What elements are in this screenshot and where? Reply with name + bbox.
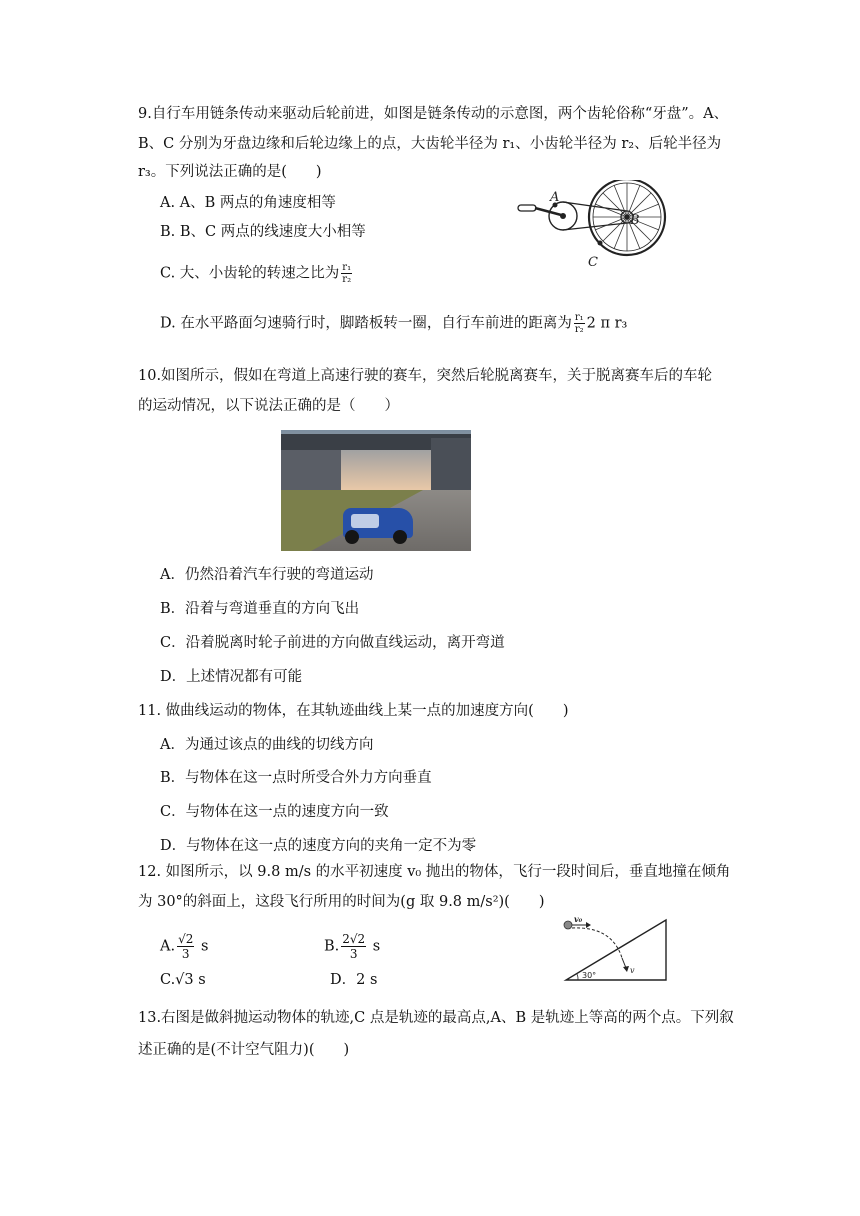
q9-option-c-text: C. 大、小齿轮的转速之比为 [160, 265, 340, 282]
race-car-photo [281, 430, 471, 551]
q10-option-d: D．上述情况都有可能 [160, 669, 303, 685]
q12-option-b-unit: s [372, 938, 381, 955]
q12-option-b-fraction [341, 932, 366, 961]
point-a-label: A [550, 190, 560, 205]
v-label: v [630, 966, 635, 975]
q12-option-a-label: A. [160, 938, 176, 955]
q13-stem-line1: 13.右图是做斜抛运动物体的轨迹,C 点是轨迹的最高点,A、B 是轨迹上等高的两个点。下列叙 [138, 1010, 734, 1026]
fraction-numerator: √2 [178, 932, 194, 946]
angle-label: 30° [582, 971, 597, 980]
q12-option-a-fraction [177, 932, 194, 961]
q9-option-d-fraction [574, 312, 585, 335]
q11-option-a: A．为通过该点的曲线的切线方向 [160, 737, 374, 753]
q12-option-a-unit: s [200, 938, 209, 955]
fraction-denominator: 3 [349, 947, 358, 961]
fraction-numerator: r₁ [574, 312, 584, 323]
q11-option-d: D．与物体在这一点的速度方向的夹角一定不为零 [160, 838, 477, 854]
q11-option-c: C．与物体在这一点的速度方向一致 [160, 804, 389, 820]
q12-option-a [160, 932, 208, 961]
q9-option-c [160, 262, 354, 285]
point-c-label: C [588, 255, 598, 270]
q9-option-d-text: D. 在水平路面匀速骑行时，脚踏板转一圈，自行车前进的距离为 [160, 315, 572, 332]
q9-option-d [160, 312, 627, 335]
fraction-denominator: r₂ [574, 324, 584, 335]
bicycle-chain-diagram [515, 180, 675, 275]
q12-stem-line2: 为 30°的斜面上，这段飞行所用的时间为(g 取 9.8 m/s²)( ) [138, 894, 545, 910]
q9-option-a: A. A、B 两点的角速度相等 [160, 195, 336, 211]
q11-stem: 11. 做曲线运动的物体，在其轨迹曲线上某一点的加速度方向( ) [138, 703, 569, 719]
fraction-denominator: r₂ [342, 274, 352, 285]
q11-option-b: B．与物体在这一点时所受合外力方向垂直 [160, 770, 432, 786]
q12-option-b [324, 932, 380, 961]
q10-option-c: C．沿着脱离时轮子前进的方向做直线运动，离开弯道 [160, 635, 505, 651]
q9-option-c-fraction [341, 262, 352, 285]
q12-option-d: D．2 s [330, 972, 378, 988]
q12-option-c: C.√3 s [160, 972, 206, 988]
v0-label: v₀ [574, 914, 583, 924]
q10-option-a: A．仍然沿着汽车行驶的弯道运动 [160, 567, 374, 583]
q9-stem-line2: B、C 分别为牙盘边缘和后轮边缘上的点，大齿轮半径为 r₁、小齿轮半径为 r₂、后轮半径为 [138, 136, 722, 152]
fraction-numerator: r₁ [342, 262, 352, 273]
incline-projectile-diagram [560, 912, 672, 984]
q10-stem-line1: 10.如图所示，假如在弯道上高速行驶的赛车，突然后轮脱离赛车，关于脱离赛车后的车轮 [138, 368, 713, 384]
q9-option-b: B. B、C 两点的线速度大小相等 [160, 224, 366, 240]
q9-stem-line3: r₃。下列说法正确的是( ) [138, 164, 322, 180]
q10-stem-line2: 的运动情况，以下说法正确的是（ ） [138, 398, 399, 414]
q13-stem-line2: 述正确的是(不计空气阻力)( ) [138, 1042, 350, 1058]
fraction-denominator: 3 [181, 947, 190, 961]
q9-stem-line1: 9.自行车用链条传动来驱动后轮前进，如图是链条传动的示意图，两个齿轮俗称“牙盘”。A、 [138, 106, 729, 122]
q9-option-d-tail: 2 π r₃ [586, 315, 628, 332]
q10-option-b: B．沿着与弯道垂直的方向飞出 [160, 601, 360, 617]
fraction-numerator: 2√2 [342, 932, 366, 946]
point-b-label: B [630, 213, 640, 228]
q12-option-b-label: B. [324, 938, 340, 955]
q12-stem-line1: 12. 如图所示，以 9.8 m/s 的水平初速度 v₀ 抛出的物体，飞行一段时间后，垂直地撞在倾角 [138, 864, 731, 880]
